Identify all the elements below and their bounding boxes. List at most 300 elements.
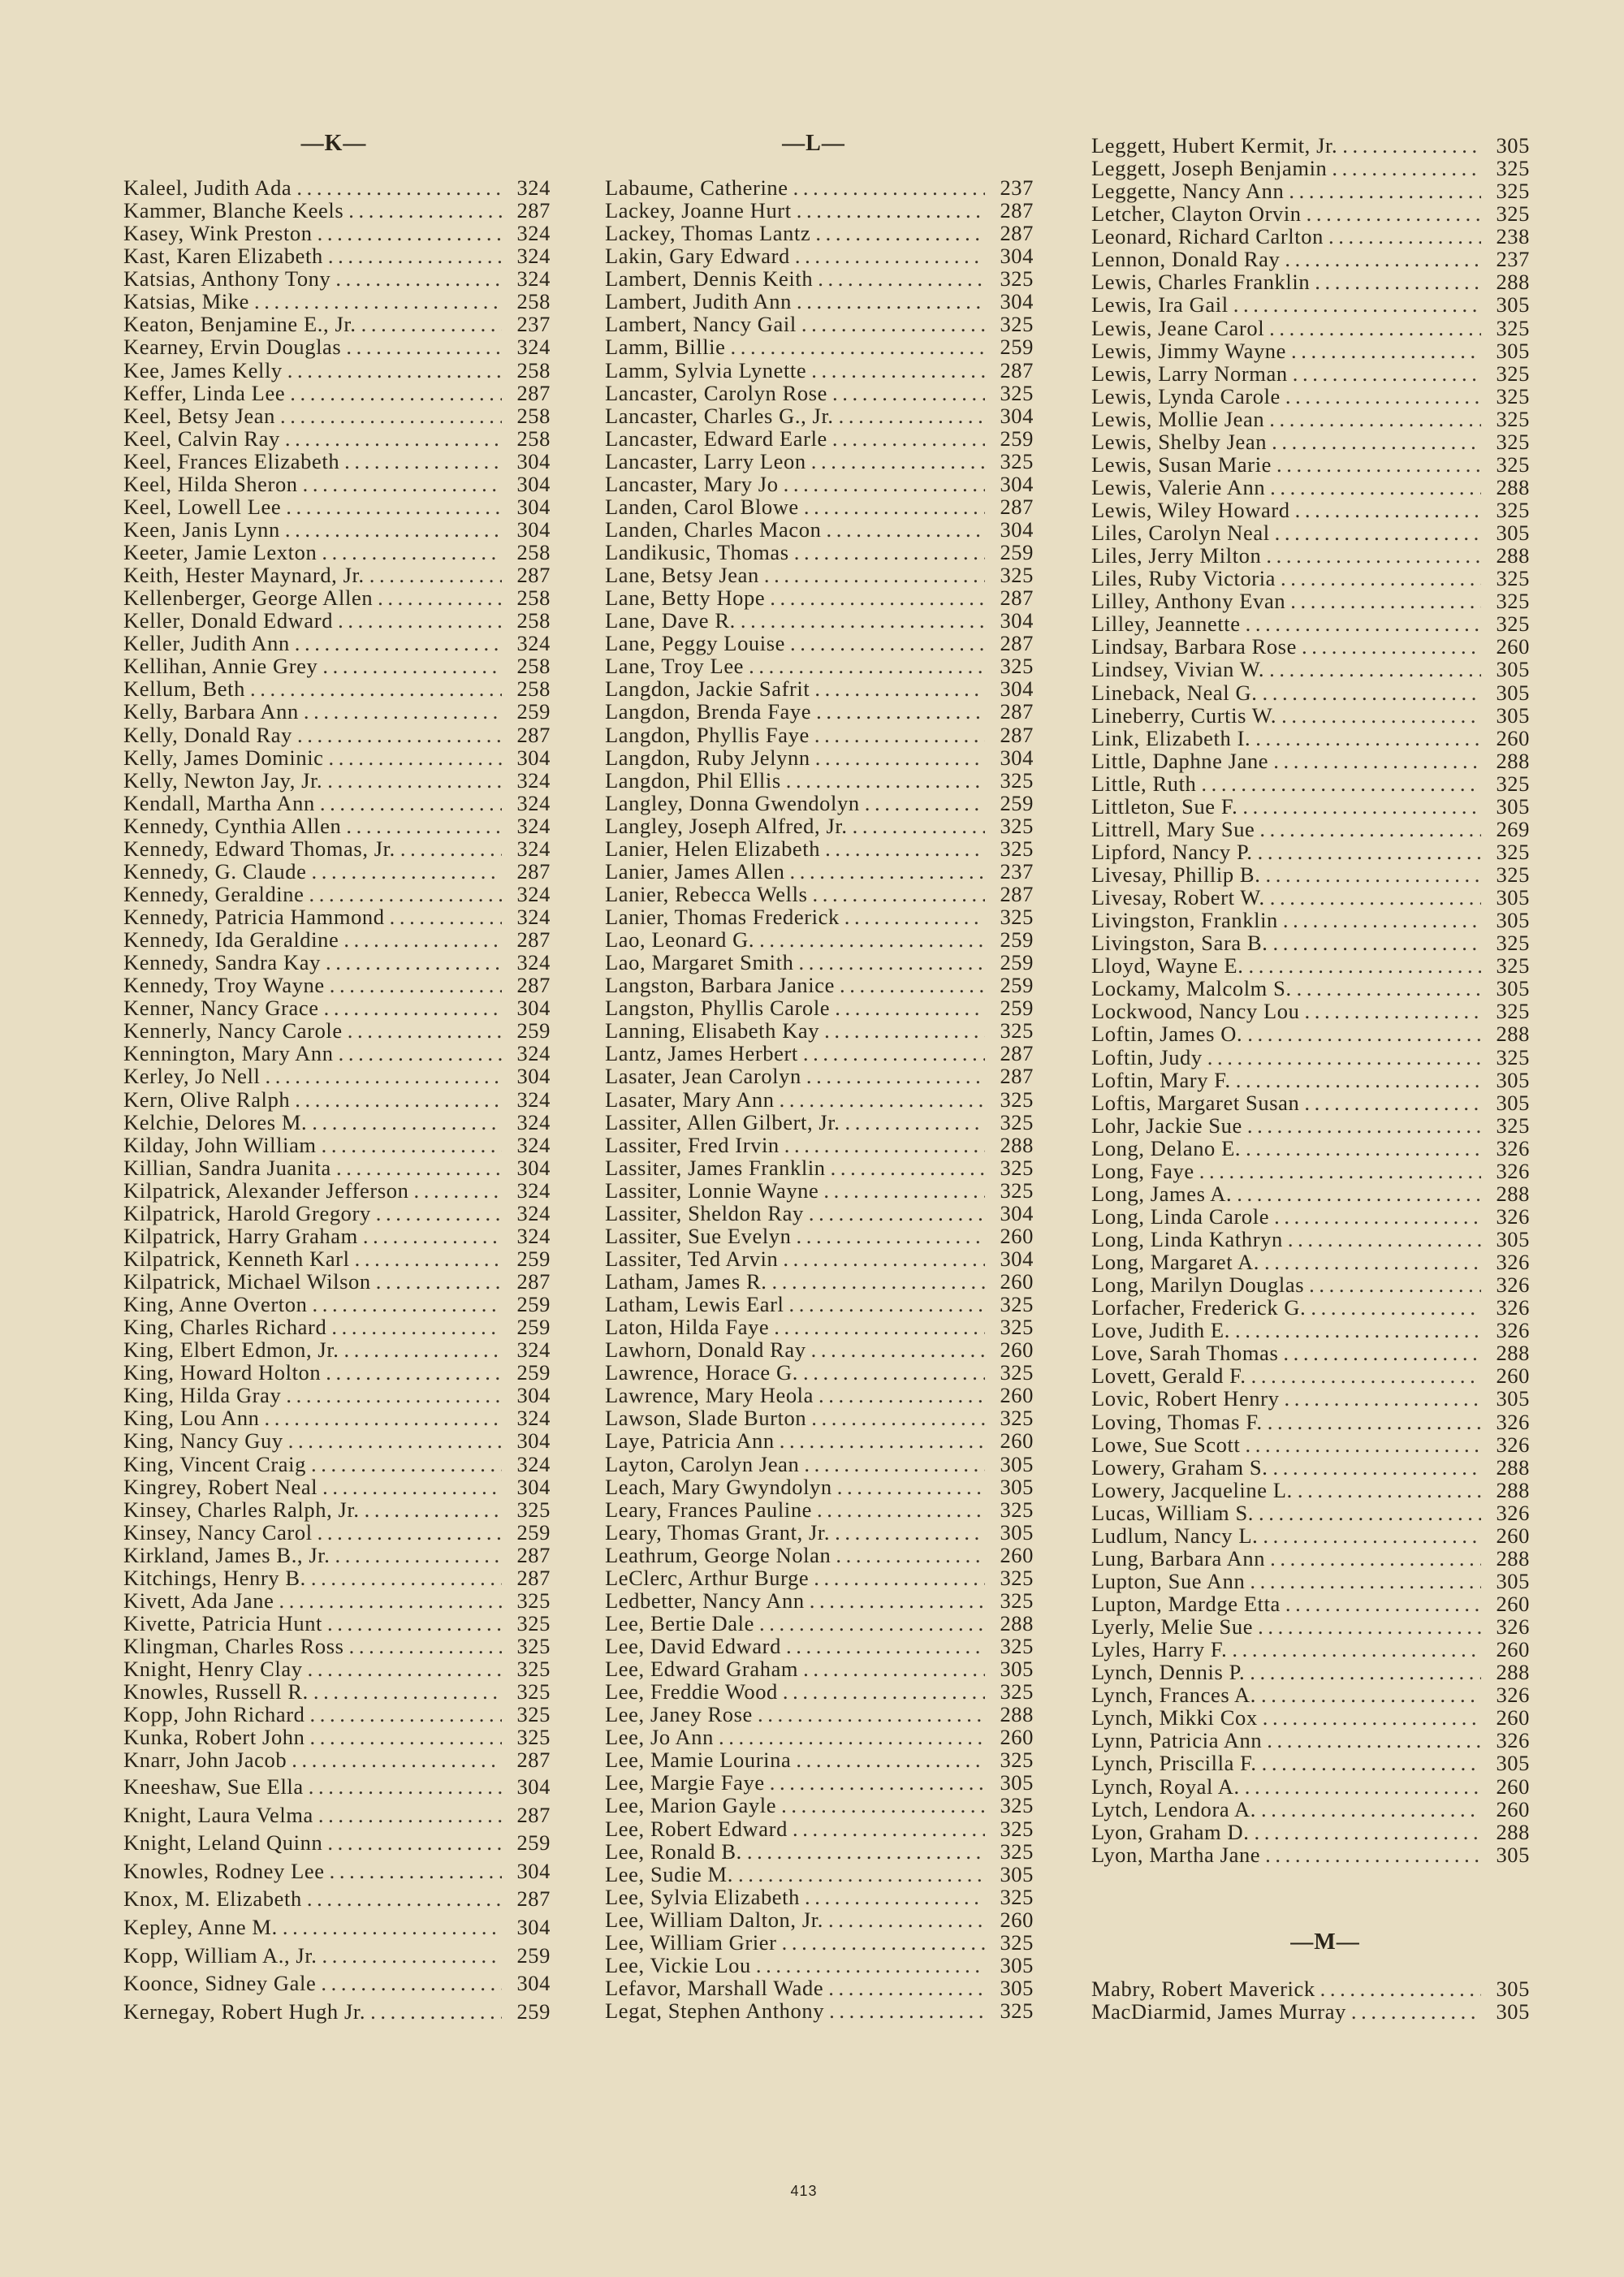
entry-name: Long, Faye xyxy=(1091,1158,1194,1183)
index-entry xyxy=(123,1156,551,1179)
entry-page-number: 305 xyxy=(1496,1842,1530,1867)
dot-leader xyxy=(307,1885,502,1913)
index-entry xyxy=(1091,1160,1530,1182)
entry-page-number: 259 xyxy=(516,1315,551,1340)
entry-name: Kilpatrick, Kenneth Karl xyxy=(123,1246,350,1271)
entry-name: Ludlum, Nancy L. xyxy=(1091,1523,1259,1548)
index-entry xyxy=(1091,1022,1530,1045)
dot-leader xyxy=(254,290,502,313)
index-entry xyxy=(605,1771,1034,1794)
index-entry xyxy=(1091,317,1530,339)
index-entry xyxy=(123,1885,551,1913)
entry-page-number: 325 xyxy=(1000,813,1034,838)
entry-name: Keel, Lowell Lee xyxy=(123,494,282,519)
index-entry xyxy=(605,1361,1034,1384)
entry-name: Ledbetter, Nancy Ann xyxy=(605,1588,805,1613)
entry-page-number: 304 xyxy=(516,1474,551,1499)
entry-name: Lane, Betty Hope xyxy=(605,585,766,611)
entry-name: Lao, Margaret Smith xyxy=(605,950,794,975)
entry-page-number: 324 xyxy=(516,790,551,815)
index-entry xyxy=(123,1773,551,1801)
index-entry xyxy=(605,1589,1034,1612)
index-entry xyxy=(605,427,1034,450)
entry-name: Lynch, Mikki Cox xyxy=(1091,1705,1258,1730)
entry-page-number: 304 xyxy=(1000,516,1034,542)
dot-leader xyxy=(1270,886,1481,909)
index-entry xyxy=(605,1316,1034,1338)
dot-leader xyxy=(810,1589,985,1612)
dot-leader xyxy=(1262,681,1481,704)
index-entry xyxy=(605,1134,1034,1156)
entry-name: Lassiter, Allen Gilbert, Jr. xyxy=(605,1109,840,1134)
entry-name: Little, Ruth xyxy=(1091,771,1197,796)
entry-page-number: 259 xyxy=(1000,996,1034,1021)
index-entry xyxy=(1091,179,1530,202)
entry-name: King, Hilda Gray xyxy=(123,1383,282,1408)
index-entry xyxy=(123,1476,551,1498)
dot-leader xyxy=(783,1247,985,1270)
index-entry xyxy=(605,1840,1034,1863)
entry-name: Keel, Hilda Sheron xyxy=(123,471,298,496)
entry-page-number: 325 xyxy=(1000,1816,1034,1841)
entry-name: King, Howard Holton xyxy=(123,1360,322,1385)
entry-name: Kennington, Mary Ann xyxy=(123,1041,334,1066)
entry-name: Landikusic, Thomas xyxy=(605,540,789,564)
dot-leader xyxy=(370,1998,502,2026)
index-entry xyxy=(123,1857,551,1886)
dot-leader xyxy=(1342,134,1481,157)
dot-leader xyxy=(738,1863,985,1886)
dot-leader xyxy=(311,1453,502,1476)
dot-leader xyxy=(1264,1251,1481,1273)
dot-leader xyxy=(1285,248,1481,270)
index-entry xyxy=(123,541,551,564)
entry-page-number: 288 xyxy=(1496,1454,1530,1480)
entry-name: Langdon, Ruby Jelynn xyxy=(605,745,810,770)
entry-page-number: 288 xyxy=(1496,1545,1530,1571)
entry-name: Lipford, Nancy P. xyxy=(1091,839,1253,864)
dot-leader xyxy=(1235,1319,1481,1342)
index-entry xyxy=(1091,1319,1530,1342)
entry-page-number: 325 xyxy=(1496,406,1530,431)
entry-page-number: 325 xyxy=(1000,1406,1034,1431)
dot-leader xyxy=(1304,1091,1481,1114)
dot-leader xyxy=(1270,476,1481,499)
index-entry xyxy=(1091,567,1530,590)
entry-page-number: 260 xyxy=(1000,1337,1034,1363)
index-entry xyxy=(1091,385,1530,408)
entry-name: Kerley, Jo Nell xyxy=(123,1064,261,1089)
index-entry xyxy=(123,1338,551,1361)
dot-leader xyxy=(1232,1638,1481,1661)
entry-name: Kunka, Robert John xyxy=(123,1725,305,1750)
dot-leader xyxy=(296,176,502,199)
entry-page-number: 305 xyxy=(1496,680,1530,705)
index-entry xyxy=(1091,453,1530,476)
dot-leader xyxy=(295,1088,502,1111)
entry-name: Lassiter, Sheldon Ray xyxy=(605,1200,804,1225)
dot-leader xyxy=(813,883,985,905)
entry-page-number: 325 xyxy=(516,1679,551,1705)
entry-name: Long, James A. xyxy=(1091,1181,1233,1206)
entry-name: Kasey, Wink Preston xyxy=(123,221,313,246)
dot-leader xyxy=(1207,1046,1481,1069)
dot-leader xyxy=(817,1498,985,1521)
dot-leader xyxy=(308,1657,502,1680)
entry-name: Lyerly, Melie Sue xyxy=(1091,1614,1254,1640)
entry-name: Kelly, Barbara Ann xyxy=(123,699,299,724)
entry-name: Loftin, James O. xyxy=(1091,1022,1243,1047)
entry-name: Lee, Edward Graham xyxy=(605,1657,799,1682)
index-entry xyxy=(123,564,551,586)
entry-name: Loving, Thomas F. xyxy=(1091,1409,1263,1434)
entry-page-number: 304 xyxy=(1000,1246,1034,1271)
entry-name: Lancaster, Edward Earle xyxy=(605,426,827,451)
entry-page-number: 304 xyxy=(1000,289,1034,314)
index-entry xyxy=(605,404,1034,427)
dot-leader xyxy=(1266,544,1481,567)
entry-name: Lanier, Helen Elizabeth xyxy=(605,836,821,861)
index-entry xyxy=(1091,1570,1530,1592)
entry-name: Latham, James R. xyxy=(605,1269,767,1294)
index-entry xyxy=(1091,1752,1530,1774)
entry-name: King, Nancy Guy xyxy=(123,1428,283,1454)
entry-name: Labaume, Catherine xyxy=(605,175,788,200)
dot-leader xyxy=(1236,1069,1481,1091)
entry-page-number: 305 xyxy=(1000,1519,1034,1545)
index-entry xyxy=(1091,544,1530,567)
entry-page-number: 305 xyxy=(1496,976,1530,1001)
entry-name: Kenner, Nancy Grace xyxy=(123,996,319,1021)
entry-page-number: 259 xyxy=(1000,335,1034,360)
dot-leader xyxy=(1309,1273,1481,1296)
entry-name: Lantz, James Herbert xyxy=(605,1041,798,1066)
dot-leader xyxy=(1285,385,1481,408)
entry-page-number: 325 xyxy=(516,1610,551,1635)
entry-name: Lee, William Dalton, Jr. xyxy=(605,1907,823,1932)
entry-page-number: 326 xyxy=(1496,1250,1530,1275)
entry-page-number: 260 xyxy=(1496,1796,1530,1821)
dot-leader xyxy=(815,222,985,244)
index-entry xyxy=(1091,590,1530,612)
index-entry xyxy=(1091,1843,1530,1866)
dot-leader xyxy=(346,814,502,837)
dot-leader xyxy=(1254,1821,1481,1843)
entry-name: Lung, Barbara Ann xyxy=(1091,1545,1266,1571)
dot-leader xyxy=(853,814,985,837)
index-entry xyxy=(605,792,1034,814)
index-entry xyxy=(123,609,551,632)
entry-page-number: 324 xyxy=(516,836,551,861)
index-entry xyxy=(1091,476,1530,499)
entry-page-number: 305 xyxy=(1496,1227,1530,1251)
entry-name: Kilpatrick, Michael Wilson xyxy=(123,1269,371,1294)
entry-page-number: 325 xyxy=(1496,361,1530,386)
index-entry xyxy=(1091,157,1530,179)
dot-leader xyxy=(826,518,985,541)
dot-leader xyxy=(265,1065,502,1087)
dot-leader xyxy=(288,1429,502,1452)
entry-name: Keel, Betsy Jean xyxy=(123,403,275,428)
dot-leader xyxy=(320,792,502,814)
index-entry xyxy=(605,1088,1034,1111)
dot-leader xyxy=(413,1179,502,1202)
index-entry xyxy=(605,1657,1034,1680)
index-entry xyxy=(1091,612,1530,635)
entry-page-number: 325 xyxy=(1496,315,1530,340)
dot-leader xyxy=(1247,1114,1481,1137)
dot-leader xyxy=(771,1270,985,1293)
index-entry xyxy=(605,450,1034,473)
entry-name: Langdon, Phil Ellis xyxy=(605,767,781,793)
entry-name: Lynch, Royal A. xyxy=(1091,1774,1240,1799)
entry-name: Loftin, Mary F. xyxy=(1091,1067,1231,1092)
index-entry xyxy=(123,359,551,382)
index-entry xyxy=(123,222,551,244)
entry-page-number: 304 xyxy=(516,471,551,496)
entry-name: Keel, Frances Elizabeth xyxy=(123,448,340,473)
index-entry xyxy=(1091,1706,1530,1729)
dot-leader xyxy=(759,928,985,951)
entry-page-number: 324 xyxy=(516,631,551,656)
dot-leader xyxy=(322,1476,502,1498)
entry-page-number: 325 xyxy=(1000,1292,1034,1317)
entry-name: Lowery, Graham S. xyxy=(1091,1454,1268,1480)
entry-page-number: 304 xyxy=(516,745,551,770)
entry-page-number: 325 xyxy=(1000,1998,1034,2023)
dot-leader xyxy=(814,677,985,700)
dot-leader xyxy=(829,1999,985,2022)
entry-page-number: 305 xyxy=(1496,1751,1530,1776)
index-entry xyxy=(605,905,1034,928)
dot-leader xyxy=(1302,635,1481,658)
entry-page-number: 288 xyxy=(1000,1702,1034,1727)
entry-name: Lowe, Sue Scott xyxy=(1091,1432,1241,1457)
entry-name: Kepley, Anne M. xyxy=(123,1914,278,1939)
entry-page-number: 326 xyxy=(1496,1614,1530,1640)
entry-page-number: 258 xyxy=(516,540,551,564)
entry-page-number: 287 xyxy=(1000,699,1034,724)
index-entry xyxy=(1091,635,1530,658)
entry-page-number: 325 xyxy=(1496,862,1530,887)
index-entry xyxy=(605,1429,1034,1452)
dot-leader xyxy=(1289,179,1481,202)
index-entry xyxy=(123,677,551,700)
index-entry xyxy=(605,1202,1034,1225)
index-entry xyxy=(123,1088,551,1111)
entry-page-number: 259 xyxy=(516,1018,551,1043)
index-entry xyxy=(123,951,551,974)
index-entry xyxy=(1091,270,1530,293)
entry-name: Lindsay, Barbara Rose xyxy=(1091,634,1297,659)
dot-leader xyxy=(1281,567,1481,590)
entry-name: Lassiter, Lonnie Wayne xyxy=(605,1177,819,1203)
index-entry xyxy=(1091,1000,1530,1022)
entry-name: Kinsey, Charles Ralph, Jr. xyxy=(123,1497,360,1522)
entry-name: Lee, Ronald B. xyxy=(605,1838,742,1864)
entry-name: Leggette, Nancy Ann xyxy=(1091,179,1285,204)
entry-page-number: 325 xyxy=(1000,1793,1034,1818)
dot-leader xyxy=(344,1338,502,1361)
entry-page-number: 305 xyxy=(1000,1451,1034,1476)
index-entry xyxy=(1091,1251,1530,1273)
entry-name: Lewis, Ira Gail xyxy=(1091,292,1229,318)
entry-name: Lassiter, Sue Evelyn xyxy=(605,1223,792,1248)
dot-leader xyxy=(747,1840,985,1863)
entry-page-number: 238 xyxy=(1496,224,1530,249)
entry-name: Kennedy, G. Claude xyxy=(123,858,307,884)
index-entry xyxy=(605,473,1034,495)
index-entry xyxy=(1091,931,1530,954)
entry-name: Leonard, Richard Carlton xyxy=(1091,224,1324,249)
index-entry xyxy=(123,974,551,996)
entry-name: Kellum, Beth xyxy=(123,676,245,702)
dot-leader xyxy=(1262,1752,1481,1774)
entry-page-number: 325 xyxy=(1496,999,1530,1024)
index-entry xyxy=(123,814,551,837)
index-entry xyxy=(1091,339,1530,362)
entry-page-number: 237 xyxy=(1000,858,1034,884)
entry-name: Lawrence, Mary Heola xyxy=(605,1383,814,1408)
entry-name: Kilpatrick, Harold Gregory xyxy=(123,1200,371,1225)
dot-leader xyxy=(285,518,502,541)
entry-page-number: 325 xyxy=(1496,771,1530,796)
index-entry xyxy=(605,222,1034,244)
index-entry xyxy=(605,1908,1034,1931)
entry-name: Loftis, Margaret Susan xyxy=(1091,1090,1300,1115)
index-entry xyxy=(605,746,1034,769)
entry-page-number: 326 xyxy=(1496,1728,1530,1753)
dot-leader xyxy=(1265,863,1481,886)
index-entry xyxy=(605,1498,1034,1521)
dot-leader xyxy=(317,1521,502,1544)
entry-page-number: 287 xyxy=(516,1542,551,1567)
index-entry xyxy=(1091,430,1530,453)
section-heading-m: —M— xyxy=(1290,1929,1360,1955)
index-entry xyxy=(605,724,1034,746)
entry-page-number: 304 xyxy=(1000,244,1034,269)
entry-page-number: 259 xyxy=(1000,790,1034,815)
dot-leader xyxy=(1245,1775,1481,1798)
index-entry xyxy=(605,609,1034,632)
entry-page-number: 260 xyxy=(1000,1907,1034,1932)
entry-page-number: 324 xyxy=(516,950,551,975)
entry-page-number: 304 xyxy=(516,1383,551,1408)
index-entry xyxy=(605,1977,1034,1999)
entry-name: Kennedy, Patricia Hammond xyxy=(123,905,385,929)
index-entry xyxy=(1091,681,1530,704)
index-entry xyxy=(1091,134,1530,157)
entry-page-number: 258 xyxy=(516,654,551,679)
entry-name: Littrell, Mary Sue xyxy=(1091,816,1255,841)
dot-leader xyxy=(741,609,985,632)
index-entry xyxy=(123,1913,551,1942)
entry-name: Lakin, Gary Edward xyxy=(605,244,790,269)
entry-name: King, Charles Richard xyxy=(123,1315,327,1340)
entry-name: Kennedy, Troy Wayne xyxy=(123,973,325,998)
index-entry xyxy=(123,883,551,905)
entry-page-number: 325 xyxy=(516,1725,551,1750)
entry-page-number: 325 xyxy=(1000,905,1034,929)
entry-page-number: 305 xyxy=(1000,1861,1034,1886)
dot-leader xyxy=(835,996,985,1019)
entry-page-number: 325 xyxy=(1496,429,1530,454)
index-entry xyxy=(1091,1433,1530,1456)
entry-page-number: 237 xyxy=(1496,247,1530,272)
entry-name: Lohr, Jackie Sue xyxy=(1091,1113,1242,1138)
dot-leader xyxy=(805,1886,985,1908)
index-entry xyxy=(1091,1091,1530,1114)
entry-page-number: 259 xyxy=(1000,950,1034,975)
entry-page-number: 305 xyxy=(1496,657,1530,682)
entry-page-number: 304 xyxy=(1000,1200,1034,1225)
entry-name: Lambert, Dennis Keith xyxy=(605,266,814,292)
dot-leader xyxy=(1267,1729,1481,1752)
dot-leader xyxy=(1261,1683,1481,1706)
entry-name: Lewis, Jimmy Wayne xyxy=(1091,338,1287,363)
dot-leader xyxy=(1201,772,1481,795)
entry-page-number: 324 xyxy=(516,1132,551,1157)
dot-leader xyxy=(798,951,985,974)
index-entry xyxy=(123,1829,551,1857)
index-entry xyxy=(1091,362,1530,385)
index-entry xyxy=(605,1406,1034,1429)
index-entry xyxy=(123,267,551,290)
entry-page-number: 324 xyxy=(516,767,551,793)
index-entry xyxy=(123,244,551,267)
section-heading-l: —L— xyxy=(782,131,845,156)
index-entry xyxy=(605,1453,1034,1476)
entry-page-number: 258 xyxy=(516,357,551,382)
dot-leader xyxy=(1258,840,1481,863)
entry-name: Love, Sarah Thomas xyxy=(1091,1341,1279,1366)
index-entry xyxy=(605,1680,1034,1703)
dot-leader xyxy=(1250,1570,1481,1592)
entry-page-number: 324 xyxy=(516,335,551,360)
entry-name: Lancaster, Mary Jo xyxy=(605,471,779,496)
entry-page-number: 260 xyxy=(1496,725,1530,750)
index-entry xyxy=(1091,772,1530,795)
entry-page-number: 287 xyxy=(516,927,551,953)
index-entry xyxy=(123,199,551,222)
index-entry xyxy=(1091,909,1530,931)
dot-leader xyxy=(310,1726,502,1748)
dot-leader xyxy=(1283,1342,1481,1364)
entry-page-number: 287 xyxy=(1000,357,1034,382)
entry-page-number: 304 xyxy=(1000,745,1034,770)
entry-page-number: 305 xyxy=(1000,1975,1034,2000)
dot-leader xyxy=(1290,590,1481,612)
index-entry xyxy=(605,928,1034,951)
entry-name: Landen, Carol Blowe xyxy=(605,494,799,519)
index-entry xyxy=(1091,1342,1530,1364)
dot-leader xyxy=(361,313,502,335)
entry-page-number: 287 xyxy=(516,722,551,747)
entry-name: Lassiter, Ted Arvin xyxy=(605,1246,779,1271)
entry-page-number: 260 xyxy=(1000,1269,1034,1294)
entry-name: Lawson, Slade Burton xyxy=(605,1406,807,1431)
entry-name: LeClerc, Arthur Burge xyxy=(605,1565,810,1590)
entry-name: Long, Margaret A. xyxy=(1091,1250,1259,1275)
index-entry xyxy=(123,1225,551,1247)
dot-leader xyxy=(844,905,985,928)
entry-name: King, Elbert Edmon, Jr. xyxy=(123,1337,339,1363)
dot-leader xyxy=(287,359,502,382)
entry-page-number: 258 xyxy=(516,289,551,314)
dot-leader xyxy=(1297,977,1481,1000)
entry-name: Lee, Janey Rose xyxy=(605,1702,753,1727)
entry-name: Langston, Phyllis Carole xyxy=(605,996,831,1021)
